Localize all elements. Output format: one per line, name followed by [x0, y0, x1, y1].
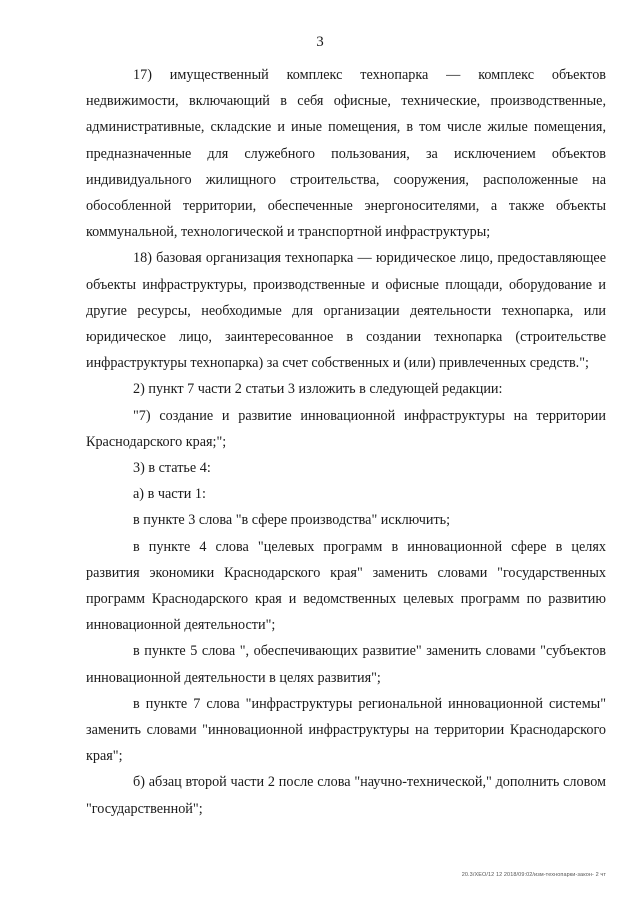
document-body	[86, 62, 606, 822]
page-number: 3	[316, 34, 324, 50]
paragraph-item-3: 3) в статье 4:	[133, 460, 211, 477]
paragraph-item-7-text: "7) создание и развитие инновационной инфраструктуры на территории Краснодарского края;";	[86, 407, 606, 450]
paragraph-point-7: в пункте 7 слова "инфраструктуры региональной инновационной системы" заменить словами "инновационной инфраструктуры на территории Краснодарского края";	[86, 695, 606, 765]
paragraph-point-4: в пункте 4 слова "целевых программ в инновационной сфере в целях развития экономики Краснодарского края" заменить словами "государственных программ Краснодарского края и ведомственных целевых программ по развитию инновационной деятельности";	[86, 538, 606, 634]
paragraph-17: 17) имущественный комплекс технопарка — комплекс объектов недвижимости, включающий в себя офисные, технические, производственные, административные, складские и иные помещения, в том числе жилые помещения, предназначенные для служебного пользования, за исключением объектов индивидуального жилищного строительства, сооружения, расположенные на обособленной территории, обеспеченные энергоносителями, а также объекты коммунальной, технологической и транспортной инфраструктуры;	[86, 67, 606, 241]
paragraph-18: 18) базовая организация технопарка — юридическое лицо, предоставляющее объекты инфраструктуры, производственные и офисные площади, оборудование и другие ресурсы, необходимые для организации деятельности технопарка, или юридическое лицо, заинтересованное в создании технопарка (строительстве инфраструктуры технопарка) за счет собственных и (или) привлеченных средств.";	[86, 250, 606, 372]
paragraph-point-5: в пункте 5 слова ", обеспечивающих развитие" заменить словами "субъектов инновационной деятельности в целях развития";	[86, 643, 606, 686]
paragraph-item-2: 2) пункт 7 части 2 статьи 3 изложить в следующей редакции:	[133, 381, 503, 398]
paragraph-subitem-a: а) в части 1:	[133, 486, 206, 503]
footer-doc-id: 20.3/ХЕО/12 12 2018/09:02/изм-технопарки-закон- 2 чт	[461, 872, 606, 878]
paragraph-subitem-b: б) абзац второй части 2 после слова "научно-технической," дополнить словом "государственной";	[86, 774, 606, 817]
paragraph-point-3: в пункте 3 слова "в сфере производства" исключить;	[133, 512, 451, 529]
